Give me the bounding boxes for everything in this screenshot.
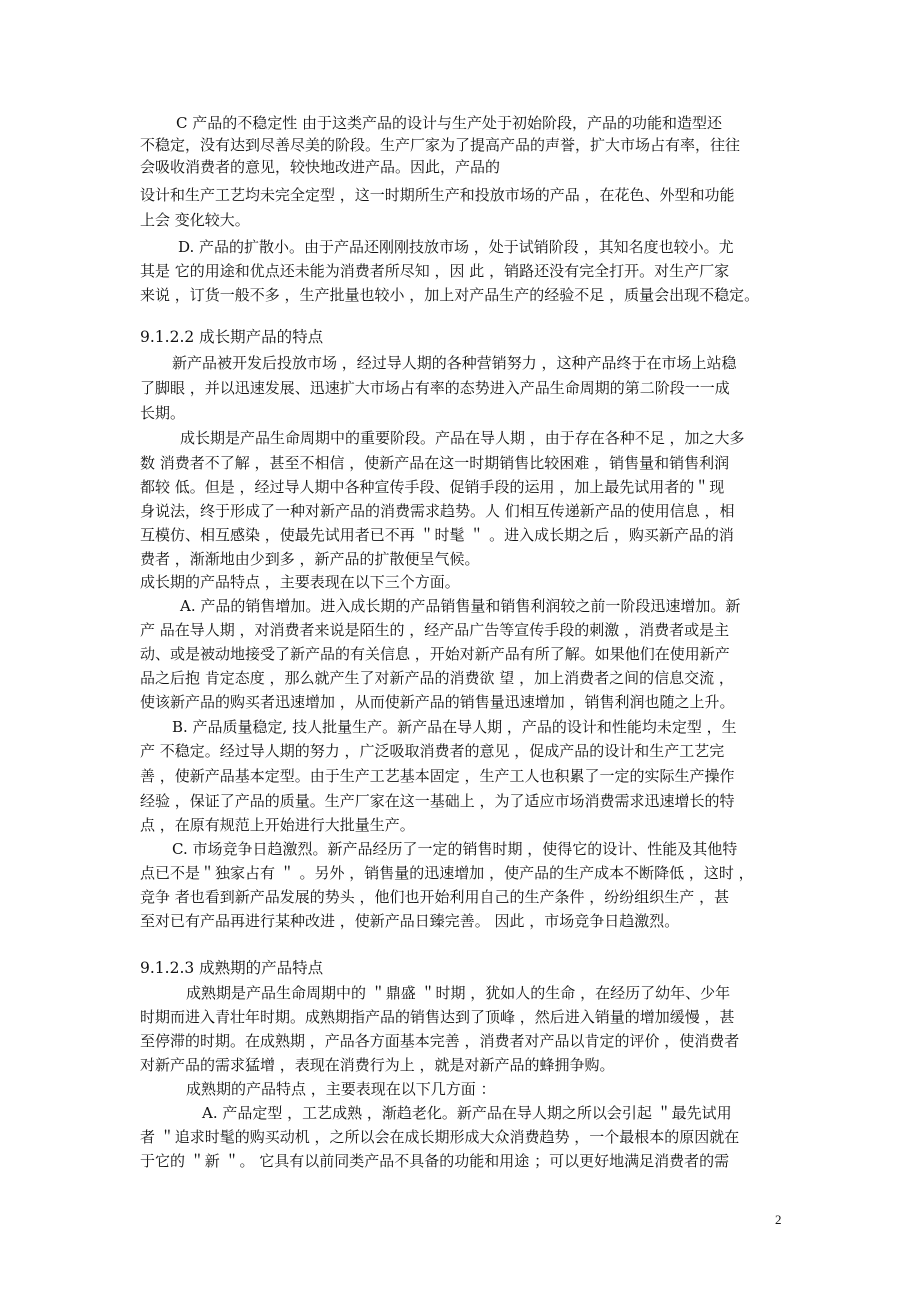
growth-importance-line-3: 都较 低。但是 ，经过导人期中各种宣传手段、促销手段的运用 ，加上最先试用者的＂现 <box>140 478 725 496</box>
growth-c-line-4: 至对已有产品再进行某种改进 ，使新产品日臻完善。 因此 ，市场竞争日趋激烈。 <box>140 912 680 930</box>
growth-a-line-1: A. 产品的销售增加。进入成长期的产品销售量和销售利润较之前一阶段迅速增加。新 <box>180 597 741 615</box>
growth-a-line-4: 品之后抱 肯定态度 ，那么就产生了对新产品的消费欲 望 ，加上消费者之间的信息交流 ， <box>140 669 734 687</box>
growth-a-line-5: 使该新产品的购买者迅速增加 ，从而使新产品的销售量迅速增加 ，销售利润也随之上升。 <box>140 693 735 711</box>
maturity-a-line-1: A. 产品定型 ，工艺成熟 ，渐趋老化。新产品在导人期之所以会引起 ＂最先试用 <box>202 1104 732 1122</box>
growth-summary: 成长期的产品特点 ，主要表现在以下三个方面。 <box>140 573 460 591</box>
growth-b-line-2: 产 不稳定。经过导人期的努力 ，广泛吸取消费者的意见 ，促成产品的设计和生产工艺完 <box>140 742 725 760</box>
growth-intro-line-2: 了脚眼 ，并以迅速发展、迅速扩大市场占有率的态势进入产品生命周期的第二阶段一一成 <box>140 379 730 397</box>
growth-importance-line-5: 互模仿、相互感染 ，使最先试用者已不再 ＂时髦 ＂ 。进入成长期之后 ，购买新产品的消 <box>140 526 734 544</box>
growth-a-line-2: 产 品在导人期 ，对消费者来说是陌生的 ，经产品广告等宣传手段的刺激 ，消费者或是主 <box>140 621 730 639</box>
section-c-line-3: 会吸收消费者的意见，较快地改进产品。因此，产品的 <box>140 158 501 176</box>
section-c-line-2: 不稳定，没有达到尽善尽美的阶段。生产厂家为了提高产品的声誉，扩大市场占有率，往往 <box>140 136 741 154</box>
growth-importance-line-2: 数 消费者不了解 ，甚至不相信 ，使新产品在这一时期销售比较困难 ，销售量和销售利润 <box>140 454 730 472</box>
growth-intro-line-3: 长期。 <box>140 404 186 422</box>
section-c-line-5: 上会 变化较大。 <box>140 211 250 229</box>
heading-growth-stage: 9.1.2.2 成长期产品的特点 <box>140 328 324 346</box>
growth-importance-line-1: 成长期是产品生命周期中的重要阶段。产品在导人期 ，由于存在各种不足 ，加之大多 <box>180 429 745 447</box>
growth-a-line-3: 动、或是被动地接受了新产品的有关信息 ，开始对新产品有所了解。如果他们在使用新产 <box>140 645 730 663</box>
growth-b-line-1: B. 产品质量稳定, 技人批量生产。新产品在导人期 ，产品的设计和性能均未定型 ，生 <box>172 718 737 736</box>
heading-maturity-stage: 9.1.2.3 成熟期的产品特点 <box>140 959 324 977</box>
growth-c-line-2: 点已不是＂独家占有 ＂ 。另外 ，销售量的迅速增加 ，使产品的生产成本不断降低 ，这时 ， <box>140 864 754 882</box>
growth-c-line-3: 竞争 者也看到新产品发展的势头 ，他们也开始利用自己的生产条件 ，纷纷组织生产 ，甚 <box>140 888 730 906</box>
maturity-summary: 成熟期的产品特点 ，主要表现在以下几方面 ： <box>186 1080 496 1098</box>
section-c-line-4: 设计和生产工艺均未完全定型 ，这一时期所生产和投放市场的产品 ，在花色、外型和功能 <box>140 186 735 204</box>
maturity-intro-line-2: 时期而进入青壮年时期。成熟期指产品的销售达到了顶峰 ，然后进入销量的增加缓慢 ，甚 <box>140 1008 735 1026</box>
growth-c-line-1: C. 市场竞争日趋激烈。新产品经历了一定的销售时期 ，使得它的设计、性能及其他特 <box>172 840 738 858</box>
growth-b-line-5: 点 ，在原有规范上开始进行大批量生产。 <box>140 816 415 834</box>
maturity-intro-line-3: 至停滞的时期。在成熟期 ，产品各方面基本完善 ，消费者对产品以肯定的评价 ，使消费者 <box>140 1032 740 1050</box>
maturity-a-line-2: 者 ＂追求时髦的购买动机 ，之所以会在成长期形成大众消费趋势 ，一个最根本的原因就在 <box>140 1128 740 1146</box>
growth-importance-line-6: 费者 ，渐渐地由少到多 ，新产品的扩散便呈气候。 <box>140 550 480 568</box>
maturity-a-line-3: 于它的 ＂新 ＂。 它具有以前同类产品不具备的功能和用途 ；可以更好地满足消费者的需 <box>140 1152 730 1170</box>
page-number: 2 <box>775 1212 782 1227</box>
section-d-line-3: 来说 ，订货一般不多 ，生产批量也较小 ，加上对产品生产的经验不足 ，质量会出现不稳定。 <box>140 286 760 304</box>
maturity-intro-line-1: 成熟期是产品生命周期中的 ＂鼎盛 ＂时期 ，犹如人的生命 ，在经历了幼年、少年 <box>186 984 731 1002</box>
section-c-line-1: C 产品的不稳定性 由于这类产品的设计与生产处于初始阶段，产品的功能和造型还 <box>176 114 723 132</box>
growth-b-line-4: 经验 ，保证了产品的质量。生产厂家在这一基础上 ，为了适应市场消费需求迅速增长的特 <box>140 792 735 810</box>
maturity-intro-line-4: 对新产品的需求猛增 ，表现在消费行为上 ，就是对新产品的蜂拥争购。 <box>140 1056 615 1074</box>
growth-b-line-3: 善 ，使新产品基本定型。由于生产工艺基本固定 ，生产工人也积累了一定的实际生产操作 <box>140 767 735 785</box>
section-d-line-1: D. 产品的扩散小。由于产品还刚刚技放市场 ，处于试销阶段 ，其知名度也较小。尤 <box>178 238 734 256</box>
growth-importance-line-4: 身说法，终于形成了一种对新产品的消费需求趋势。人 们相互传递新产品的使用信息 ，相 <box>140 502 735 520</box>
growth-intro-line-1: 新产品被开发后投放市场 ，经过导人期的各种营销努力 ，这种产品终于在市场上站稳 <box>172 354 737 372</box>
section-d-line-2: 其是 它的用途和优点还未能为消费者所尽知 ，因 此 ，销路还没有完全打开。对生产厂家 <box>140 262 730 280</box>
